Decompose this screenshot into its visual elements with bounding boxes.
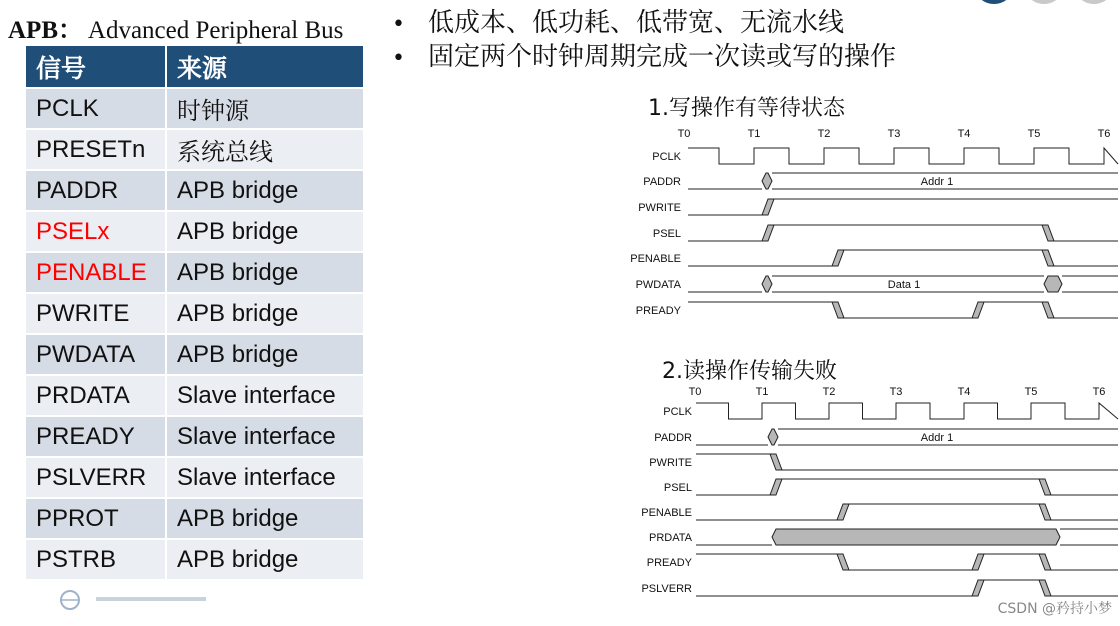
signal-label: PREADY <box>646 557 692 569</box>
signal-name-cell: PADDR <box>25 170 166 211</box>
signal-label: PWRITE <box>649 457 692 469</box>
pclk-waveform <box>696 403 1118 419</box>
signal-name-cell: PSELx <box>25 211 166 252</box>
table-row <box>25 211 364 252</box>
pready-rise <box>972 302 984 318</box>
signal-source-cell: APB bridge <box>166 539 364 580</box>
signal-table <box>24 44 365 581</box>
signal-label: PWDATA <box>635 279 681 291</box>
pready-fall <box>832 302 844 318</box>
slide-title <box>8 10 343 46</box>
tick-label: T3 <box>889 386 903 398</box>
bullet-item: • 低成本、低功耗、低带宽、无流水线 <box>392 6 896 40</box>
table-row <box>25 252 364 293</box>
penable-fall <box>1042 250 1054 266</box>
signal-name-cell: PRDATA <box>25 375 166 416</box>
signal-label: PSEL <box>652 228 681 240</box>
prdata-invalid <box>772 529 1060 545</box>
signal-label: PSEL <box>663 482 692 494</box>
pready-fall-2 <box>1042 302 1054 318</box>
signal-source-cell: APB bridge <box>166 211 364 252</box>
bullet-item: • 固定两个时钟周期完成一次读或写的操作 <box>392 40 896 74</box>
pslverr-fall <box>1039 580 1051 596</box>
penable-fall <box>1039 504 1051 520</box>
timing-diagram-read-fail <box>612 380 1120 602</box>
tick-label: T6 <box>1097 128 1111 140</box>
signal-table-header-row <box>25 45 364 88</box>
signal-name-cell: PWRITE <box>25 293 166 334</box>
table-row <box>25 539 364 580</box>
tick-label: T6 <box>1092 386 1106 398</box>
nav-circle-gray-1 <box>1026 0 1062 4</box>
table-row <box>25 293 364 334</box>
tick-label: T5 <box>1024 386 1038 398</box>
title-full: Advanced Peripheral Bus <box>87 17 344 44</box>
psel-rise <box>770 479 782 495</box>
psel-rise <box>762 225 774 241</box>
timing-diagram-write-wait <box>612 124 1120 328</box>
signal-name-cell: PPROT <box>25 498 166 539</box>
pready-fall <box>837 554 849 570</box>
pwrite-fall <box>770 454 782 470</box>
signal-label: PENABLE <box>630 253 681 265</box>
signal-source-cell: Slave interface <box>166 375 364 416</box>
signal-table-body <box>25 88 364 580</box>
title-abbr: APB <box>8 17 58 44</box>
signal-label: PCLK <box>652 151 681 163</box>
pwdata-label: Data 1 <box>887 279 921 291</box>
signal-source-cell: APB bridge <box>166 252 364 293</box>
signal-source-cell: 时钟源 <box>166 88 364 129</box>
signal-source-cell: APB bridge <box>166 498 364 539</box>
table-row <box>25 129 364 170</box>
pwdata-transition-1 <box>762 276 772 292</box>
tick-label: T2 <box>817 128 831 140</box>
paddr-label: Addr 1 <box>920 176 954 188</box>
pwdata-transition-2 <box>1044 276 1062 292</box>
signal-name-cell: PSLVERR <box>25 457 166 498</box>
title-separator: ： <box>58 17 84 44</box>
psel-fall <box>1039 479 1051 495</box>
nav-circle-gray-2 <box>1076 0 1112 4</box>
table-row <box>25 334 364 375</box>
table-row <box>25 88 364 129</box>
tick-label: T4 <box>957 386 971 398</box>
nav-circle-blue <box>976 0 1012 4</box>
table-row <box>25 375 364 416</box>
signal-source-cell: APB bridge <box>166 334 364 375</box>
signal-label: PSLVERR <box>641 583 692 595</box>
tick-label: T3 <box>887 128 901 140</box>
signal-label: PADDR <box>654 432 692 444</box>
university-logo <box>50 590 230 610</box>
signal-source-cell: Slave interface <box>166 457 364 498</box>
tick-label: T1 <box>747 128 761 140</box>
header-source: 来源 <box>166 45 364 88</box>
signal-source-cell: APB bridge <box>166 170 364 211</box>
signal-source-cell: APB bridge <box>166 293 364 334</box>
table-row <box>25 457 364 498</box>
tick-label: T0 <box>677 128 691 140</box>
penable-rise <box>837 504 849 520</box>
penable-rise <box>832 250 844 266</box>
tick-label: T0 <box>688 386 702 398</box>
pclk-waveform <box>688 148 1118 164</box>
signal-label: PRDATA <box>649 532 692 544</box>
paddr-label: Addr 1 <box>920 432 954 444</box>
pwrite-rise <box>762 199 774 215</box>
paddr-transition <box>762 173 772 189</box>
paddr-transition <box>768 429 778 445</box>
psel-fall <box>1042 225 1054 241</box>
signal-source-cell: Slave interface <box>166 416 364 457</box>
tick-label: T2 <box>822 386 836 398</box>
table-row <box>25 416 364 457</box>
signal-name-cell: PRESETn <box>25 129 166 170</box>
diagram-1-caption: 1.写操作有等待状态 <box>648 96 845 121</box>
pready-rise <box>972 554 984 570</box>
tick-label: T4 <box>957 128 971 140</box>
bullet-list <box>392 6 896 74</box>
signal-label: PWRITE <box>638 202 681 214</box>
signal-label: PADDR <box>643 176 681 188</box>
table-row <box>25 498 364 539</box>
watermark: CSDN @矜持小梦 <box>997 601 1112 617</box>
pready-fall-2 <box>1039 554 1051 570</box>
tick-label: T1 <box>755 386 769 398</box>
signal-label: PCLK <box>663 406 692 418</box>
signal-name-cell: PCLK <box>25 88 166 129</box>
tick-label: T5 <box>1027 128 1041 140</box>
diagram-2-caption: 2.读操作传输失败 <box>662 359 837 384</box>
signal-source-cell: 系统总线 <box>166 129 364 170</box>
header-signal: 信号 <box>25 45 166 88</box>
table-row <box>25 170 364 211</box>
signal-name-cell: PREADY <box>25 416 166 457</box>
signal-name-cell: PSTRB <box>25 539 166 580</box>
pslverr-rise <box>972 580 984 596</box>
signal-name-cell: PWDATA <box>25 334 166 375</box>
signal-label: PREADY <box>635 305 681 317</box>
signal-name-cell: PENABLE <box>25 252 166 293</box>
signal-label: PENABLE <box>641 507 692 519</box>
